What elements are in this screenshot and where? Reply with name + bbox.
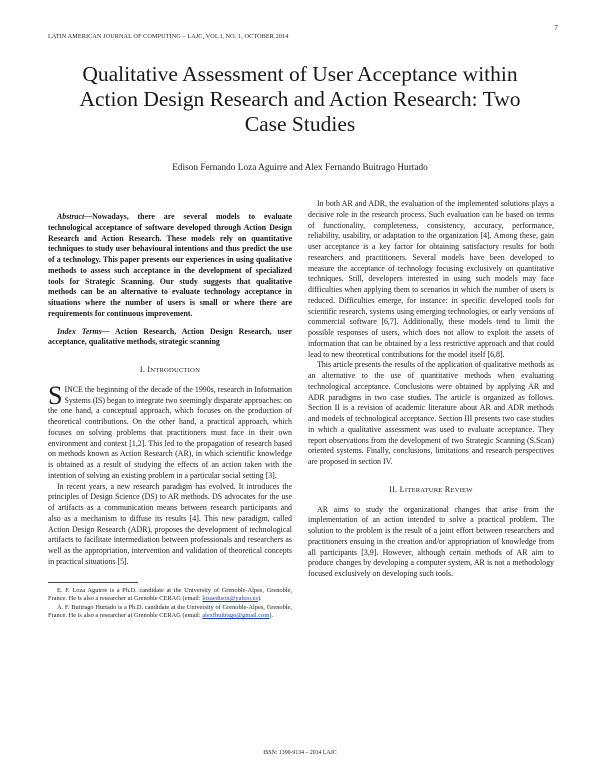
- drop-cap: S: [48, 380, 63, 410]
- intro-paragraph-1: SINCE the beginning of the decade of the 1990s, research in Information Systems (IS) began to integrate two seemingly disparate approaches: on the one hand, a conceptual approach, which focuses on the production of theoretical contributions. On the other hand, a practical approach, which focuses on solving problems that practitioners must face in their own environment and context [1,2]. This led to the propagation of research based on methods known as Action Research (AR), in which scientific knowledge is obtained as a result of studying the effects of an action taken with the intention of solving an existing problem in a particular social setting [3].: [48, 380, 292, 480]
- running-header: [48, 24, 558, 40]
- abstract: [48, 212, 292, 320]
- footnote-author-2: A. F. Buitrago Hurtado is a Ph.D. candidate at the University of Grenoble-Alpes, Grenoble, France. He is also a researcher at Grenoble CERAG (email: alexfbuitrago@gmail.com).: [48, 603, 292, 620]
- footnote-rule: [48, 582, 138, 583]
- left-column: [48, 212, 292, 621]
- email-link-2[interactable]: alexfbuitrago@gmail.com: [202, 612, 270, 620]
- section-heading-literature-review: II. LITERATURE REVIEW: [389, 484, 473, 494]
- paper-title: Qualitative Assessment of User Acceptance within Action Design Research and Action Research: Two Case Studies: [79, 62, 521, 136]
- index-terms-label: Index Terms: [57, 326, 102, 336]
- intro-paragraph-2: In recent years, a new research paradigm has evolved. It introduces the principles of Design Science (DS) to AR methods. DS advocates for the use of artifacts as a communication means between research participants and also as a mechanism to diffuse its results [4]. This new paradigm, called Action Design Research (ADR), proposes the development of technological artifacts to facilitate intermediation between professionals and researchers as well as the appropriation, intervention and validation of theoretical concepts in practical situations [5].: [48, 481, 292, 566]
- index-terms: [48, 327, 292, 349]
- author-line: Edison Fernando Loza Aguirre and Alex Fernando Buitrago Hurtado: [172, 163, 428, 173]
- page-footer: ISSN: 1390-9134 – 2014 LAJC: [263, 750, 337, 756]
- index-terms-text: — Action Research, Action Design Research, user acceptance, qualitative methods, strategic scanning: [48, 326, 292, 347]
- journal-header: LATIN AMERICAN JOURNAL OF COMPUTING – LAJC, VOL I, NO. 1, OCTOBER 2014: [48, 33, 289, 40]
- right-column: [308, 199, 554, 580]
- footnote-author-1: E. F. Loza Aguirre is a Ph.D. candidate at the University of Grenoble-Alpes, Grenoble, France. He is also a researcher at Grenoble CERAG (email: lozaedison@yahoo.es).: [48, 586, 292, 603]
- abstract-label: Abstract: [57, 212, 85, 221]
- section-heading-introduction: I. INTRODUCTION: [139, 365, 201, 374]
- literature-paragraph-1: AR aims to study the organizational changes that arise from the implementation of an action intended to solve a practical problem. The solution to the problem is the result of a joint effort between researchers and practitioners ensuing in the creation and/or appropriation of knowledge from all participants [3,9]. However, although certain methods of AR aim to produce changes by developing a computer system, AR is not a methodology focused exclusively on developing such tools.: [308, 504, 554, 578]
- intro-paragraph-3: In both AR and ADR, the evaluation of the implemented solutions plays a decisive role in the research process. Such evaluation can be based on terms of functionality, completeness, consistency, accuracy, performance, reliability, usability, or adaptation to the organization [4]. Among these, gain user acceptance is a key factor for obtaining satisfactory results for both researchers and practitioners. Several models have been developed to measure the acceptance of technology focusing exclusively on quantitative techniques. Still, developers interested in using such models may face difficulties when applying them to scenarios in which the number of users is reduced. Difficulties emerge, for instance: in specific developed tools for scientific research, systems using emerging technologies, or early versions of commercial software [6,7]. Additionally, these models tend to limit the possible responses of users, which does not allow to exploit the assets of information that can be obtained by a less restrictive approach and that could lead to new theoretical contributions for the model itself [6,8].: [308, 199, 554, 359]
- abstract-text: —Nowadays, there are several models to evaluate technological acceptance of software developed through Action Design Research and Action Research. These models rely on quantitative techniques to study user behavioural intentions and thus predict the use of a technology. This paper presents our experiences in using qualitative methods to assess such acceptance in the development of specialized tools for Strategic Scanning. Our study suggests that qualitative methods can be an alternative to evaluate technology acceptance in situations where the number of users is small or where there are requirements for continuous improvement.: [48, 212, 292, 318]
- page-number: 7: [554, 24, 558, 32]
- intro-paragraph-4: This article presents the results of the application of qualitative methods as an alternative to the use of quantitative methods when evaluating technological acceptance. Conclusions were obtained by applying AR and ADR paradigms in two case studies. The article is organized as follows. Section II is a revision of academic literature about AR and ADR methods and models of technological acceptance. Section III presents two case studies in which a qualitative assessment was used to evaluate acceptance. They report observations from the development of two Strategic Scanning (S.Scan) oriented systems. Finally, conclusions, limitations and research perspectives are proposed in section IV.: [308, 360, 554, 466]
- email-link-1[interactable]: lozaedison@yahoo.es: [202, 595, 258, 603]
